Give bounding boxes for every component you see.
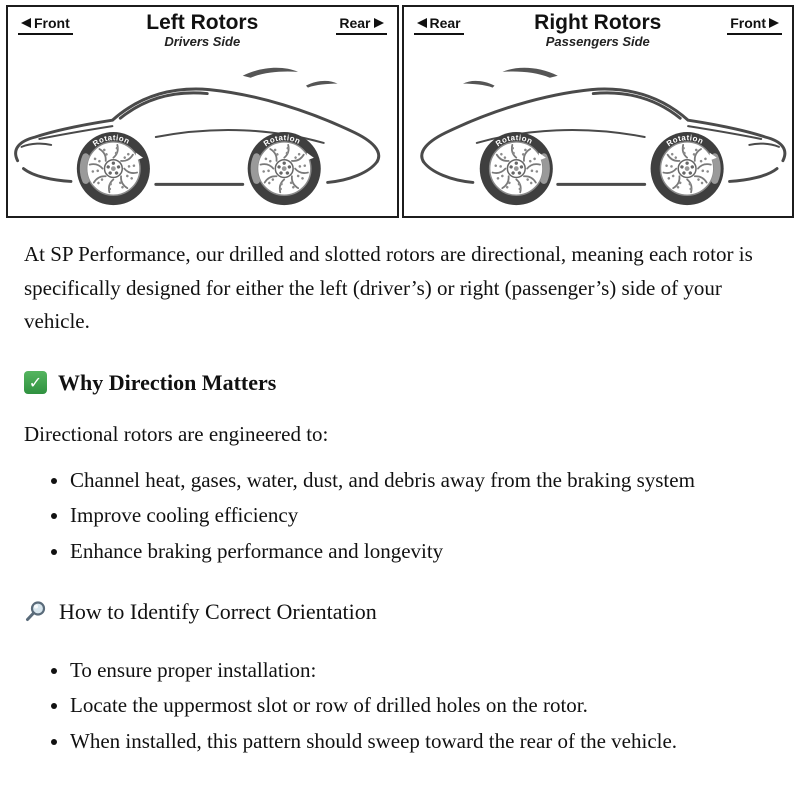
- rotation-label: Rotation: [493, 133, 534, 149]
- direction-text: Rear: [429, 15, 461, 31]
- front-direction-label: [18, 15, 73, 35]
- identify-bullet-list: [24, 654, 776, 759]
- left-rotors-panel: [6, 5, 399, 218]
- right-car-illustration: [404, 58, 793, 216]
- list-item: • To ensure proper installation:: [70, 654, 776, 688]
- panel-title: Right Rotors: [534, 11, 662, 34]
- arrow-right-icon: [374, 18, 384, 28]
- heading-text: Why Direction Matters: [58, 369, 277, 395]
- magnifier-icon: [24, 600, 48, 624]
- article-body: [0, 218, 800, 758]
- panel-subtitle: Drivers Side: [164, 34, 241, 50]
- list-item: • Locate the uppermost slot or row of drilled holes on the rotor.: [70, 689, 776, 723]
- direction-text: Rear: [339, 15, 371, 31]
- panel-title: Left Rotors: [146, 11, 259, 34]
- direction-text: Front: [730, 15, 766, 31]
- rotation-label: Rotation: [664, 133, 705, 149]
- panel-subtitle: Passengers Side: [545, 34, 650, 50]
- left-panel-titles: [18, 12, 387, 49]
- right-panel-header: [404, 7, 793, 58]
- rotation-label: Rotation: [91, 133, 132, 149]
- intro-paragraph: At SP Performance, our drilled and slotted rotors are directional, meaning each rotor is specifically designed for either the left (driver’s) or right (passenger’s) side of your vehicle.: [24, 242, 753, 334]
- why-direction-heading: [24, 365, 776, 400]
- check-icon: ✓: [24, 371, 47, 394]
- arrow-right-icon: [769, 18, 779, 28]
- rotor-direction-diagram: [0, 0, 800, 218]
- right-rotors-panel: [402, 5, 795, 218]
- rear-direction-label: [336, 15, 386, 35]
- arrow-left-icon: [21, 18, 31, 28]
- list-item: • Improve cooling efficiency: [70, 499, 776, 533]
- list-item: • Enhance braking performance and longevity: [70, 535, 776, 569]
- direction-text: Front: [34, 15, 70, 31]
- list-item: • When installed, this pattern should sweep toward the rear of the vehicle.: [70, 725, 776, 759]
- why-lead-paragraph: Directional rotors are engineered to:: [24, 421, 329, 446]
- identify-heading: [24, 594, 776, 629]
- front-direction-label: [727, 15, 782, 35]
- list-item: • Channel heat, gases, water, dust, and debris away from the braking system: [70, 464, 776, 498]
- heading-text: How to Identify Correct Orientation: [59, 599, 377, 625]
- rear-direction-label: [414, 15, 464, 35]
- rotation-label: Rotation: [261, 133, 303, 149]
- left-car-illustration: [8, 58, 397, 216]
- left-panel-header: [8, 7, 397, 58]
- why-bullet-list: [24, 464, 776, 569]
- arrow-left-icon: [417, 18, 427, 28]
